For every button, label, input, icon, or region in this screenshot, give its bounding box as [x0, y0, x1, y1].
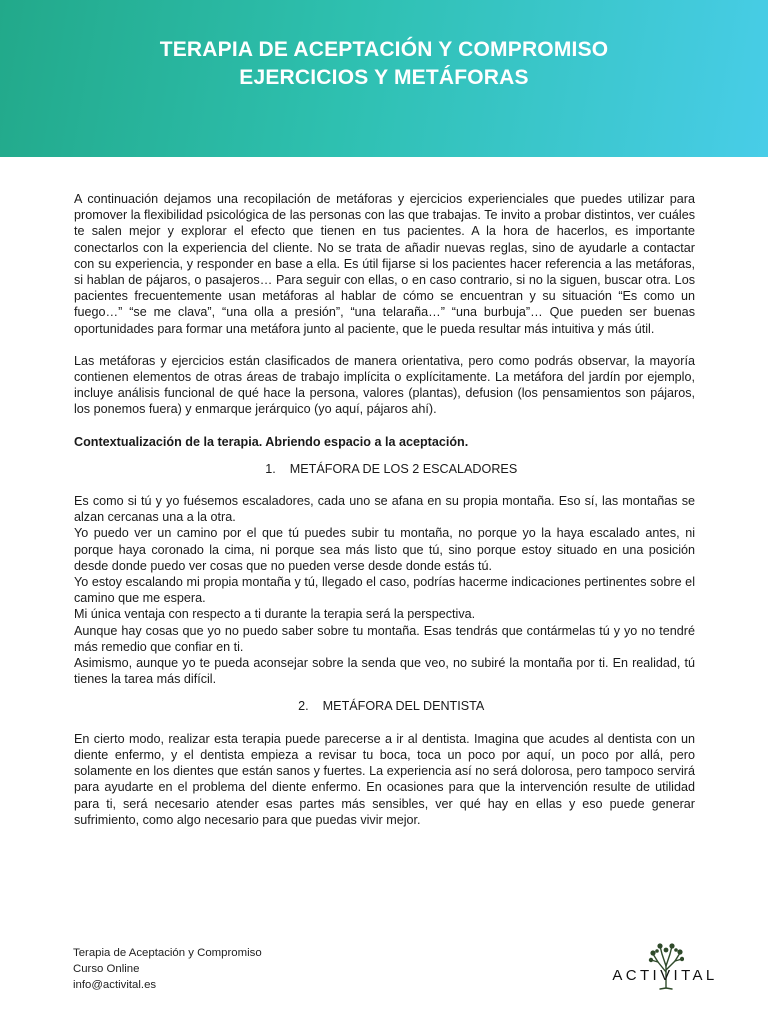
metaphor1-line: Yo estoy escalando mi propia montaña y tú, llegado el caso, podrías hacerme indicaciones pertinentes sobre el camino que me espera.	[74, 575, 695, 606]
classification-paragraph: Las metáforas y ejercicios están clasificados de manera orientativa, pero como podrás observar, la mayoría contienen elementos de otras áreas de trabajo implícita o explícitamente. La metáfora del jardín por ejemplo, incluye análisis funcional de qué hace la persona, valores (plantas), defusion (los pensamientos son pájaros, los ponemos fuera) y enmarque jerárquico (yo aquí, pájaros ahí).	[74, 353, 695, 417]
metaphor2-heading	[74, 698, 695, 714]
page-title-line2: EJERCICIOS Y METÁFORAS	[239, 66, 529, 89]
section-heading: Contextualización de la terapia. Abriendo espacio a la aceptación.	[74, 434, 469, 449]
header-banner	[0, 0, 768, 157]
document-body	[74, 191, 695, 828]
metaphor1-line: Yo puedo ver un camino por el que tú puedes subir tu montaña, no porque yo la haya escalado antes, ni porque haya coronado la cima, ni porque sea más listo que tú, sino porque estoy situado en una posición desde donde puedo ver cosas que no pueden verse desde donde estás tú.	[74, 526, 695, 573]
footer-email-link[interactable]: info@activital.es	[73, 979, 157, 991]
footer-course-type: Curso Online	[73, 963, 140, 975]
metaphor2-number: 2.	[298, 699, 309, 714]
footer	[73, 945, 262, 993]
metaphor2-title: METÁFORA DEL DENTISTA	[322, 699, 485, 714]
metaphor1-heading	[74, 461, 695, 477]
metaphor1-line: Es como si tú y yo fuésemos escaladores, cada uno se afana en su propia montaña. Eso sí, las montañas se alzan cercanas una a la otra.	[74, 494, 695, 525]
intro-paragraph: A continuación dejamos una recopilación de metáforas y ejercicios experienciales que puedes utilizar para promover la flexibilidad psicológica de las personas con las que trabajas. Te invito a probar distintos, ver cuáles te salen mejor y explorar el efecto que tienen en tus pacientes. A la hora de hacerlos, es importante conectarlos con la experiencia del cliente. No se trata de añadir nuevas reglas, sino de ayudarle a contactar con su experiencia, y responder en base a ella. Es útil fijarse si los pacientes hacer referencia a las metáforas, si hablan de pájaros, o pasajeros… Para seguir con ellas, o en caso contrario, si no la siguen, buscar otra. Los pacientes frecuentemente usan metáforas al hablar de cómo se encuentran y su situación “Es como un fuego…” “se me clava”, “una olla a presión”, “una telaraña…” “una burbuja”… Que pueden ser buenas oportunidades para formar una metáfora junto al paciente, que le pueda resultar más intuitiva y más útil.	[74, 192, 695, 336]
activital-logo	[602, 940, 728, 996]
metaphor2-paragraph: En cierto modo, realizar esta terapia puede parecerse a ir al dentista. Imagina que acudes al dentista con un diente enfermo, y el dentista empieza a revisar tu boca, toca un poco por aquí, un poco por allá, pero solamente en los dientes que están sanos y fuertes. La experiencia así no será dolorosa, pero tampoco servirá para ayudarte en el problema del diente enfermo. En ocasiones para que la intervención resulte de utilidad para ti, será necesario atender esas partes más sensibles, ver qué hay en ellas y eso puede generar sufrimiento, como algo necesario para que puedas vivir mejor.	[74, 731, 695, 827]
metaphor1-title: METÁFORA DE LOS 2 ESCALADORES	[289, 461, 518, 476]
metaphor1-number: 1.	[265, 461, 276, 476]
logo-wordmark: ACTIVITAL	[612, 967, 718, 984]
metaphor1-line: Mi única ventaja con respecto a ti durante la terapia será la perspectiva.	[74, 607, 476, 622]
metaphor1-line: Asimismo, aunque yo te pueda aconsejar sobre la senda que veo, no subiré la montaña por ti. En realidad, tú tienes la tarea más difícil.	[74, 656, 695, 687]
page-title-line1: TERAPIA DE ACEPTACIÓN Y COMPROMISO	[159, 38, 609, 61]
footer-course-title: Terapia de Aceptación y Compromiso	[73, 947, 262, 959]
metaphor1-line: Aunque hay cosas que yo no puedo saber sobre tu montaña. Esas tendrás que contármelas tú y yo no tendré más remedio que confiar en ti.	[74, 623, 695, 654]
